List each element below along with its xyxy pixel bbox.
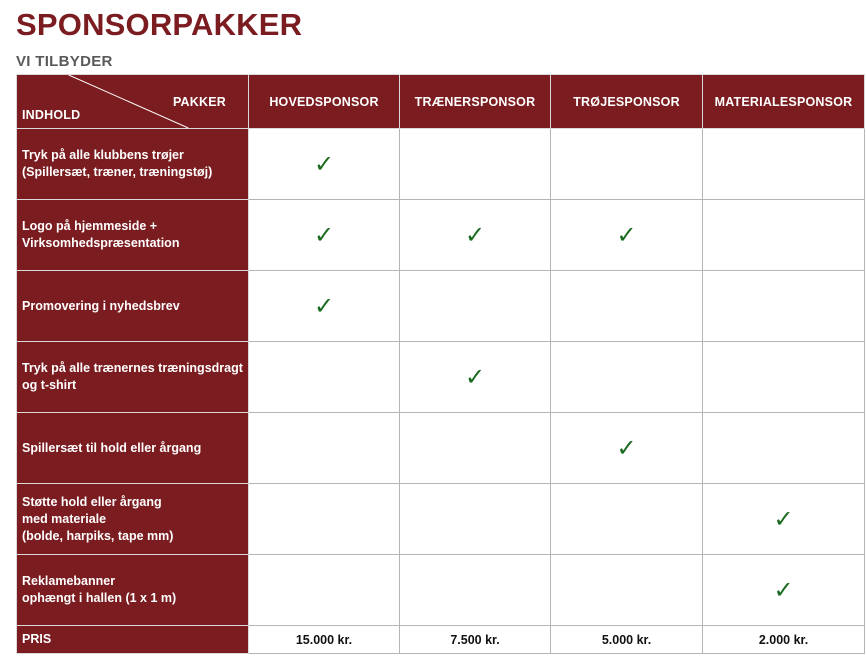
check-icon: ✓ — [616, 433, 637, 462]
cell-hovedsponsor — [249, 271, 400, 342]
table-body — [17, 129, 865, 654]
check-icon: ✓ — [313, 291, 335, 320]
package-header-traenersponsor: TRÆNERSPONSOR — [400, 75, 551, 129]
row-label: Promovering i nyhedsbrev — [17, 271, 249, 342]
check-icon: ✓ — [313, 149, 335, 178]
table-row — [17, 413, 865, 484]
check-icon: ✓ — [464, 362, 486, 391]
price-traenersponsor: 7.500 kr. — [400, 626, 551, 654]
price-hovedsponsor: 15.000 kr. — [249, 626, 400, 654]
cell-traenersponsor — [400, 484, 551, 555]
sponsor-packages-table — [16, 74, 865, 654]
cell-traenersponsor — [400, 129, 551, 200]
cell-hovedsponsor — [249, 342, 400, 413]
package-header-hovedsponsor: HOVEDSPONSOR — [249, 75, 400, 129]
price-row — [17, 626, 865, 654]
price-materialesponsor: 2.000 kr. — [703, 626, 865, 654]
package-header-materialesponsor: MATERIALESPONSOR — [703, 75, 865, 129]
price-label: PRIS — [17, 626, 249, 654]
check-icon: ✓ — [773, 575, 794, 604]
row-label: Tryk på alle klubbens trøjer (Spillersæt, træner, træningstøj) — [17, 129, 249, 200]
corner-packages-label: PAKKER — [172, 95, 226, 109]
cell-troejesponsor — [551, 200, 703, 271]
check-icon: ✓ — [616, 220, 637, 249]
cell-materialesponsor — [703, 200, 865, 271]
check-icon: ✓ — [464, 220, 486, 249]
cell-troejesponsor — [551, 555, 703, 626]
package-header-troejesponsor: TRØJESPONSOR — [551, 75, 703, 129]
table-row — [17, 484, 865, 555]
cell-troejesponsor — [551, 413, 703, 484]
cell-hovedsponsor — [249, 413, 400, 484]
check-icon: ✓ — [313, 220, 335, 249]
corner-header-cell — [17, 75, 249, 129]
cell-traenersponsor — [400, 413, 551, 484]
cell-materialesponsor — [703, 129, 865, 200]
cell-materialesponsor — [703, 271, 865, 342]
table-row — [17, 555, 865, 626]
row-label: Spillersæt til hold eller årgang — [17, 413, 249, 484]
cell-hovedsponsor — [249, 555, 400, 626]
cell-materialesponsor — [703, 484, 865, 555]
cell-traenersponsor — [400, 271, 551, 342]
row-label: Tryk på alle trænernes træningsdragt og t-shirt — [17, 342, 249, 413]
corner-content-label: INDHOLD — [22, 108, 81, 122]
price-troejesponsor: 5.000 kr. — [551, 626, 703, 654]
table-row — [17, 342, 865, 413]
cell-traenersponsor — [400, 200, 551, 271]
cell-traenersponsor — [400, 555, 551, 626]
cell-troejesponsor — [551, 342, 703, 413]
cell-troejesponsor — [551, 484, 703, 555]
page-subtitle: VI TILBYDER — [16, 53, 113, 70]
row-label: Reklamebanner ophængt i hallen (1 x 1 m) — [17, 555, 249, 626]
row-label: Støtte hold eller årgang med materiale (bolde, harpiks, tape mm) — [17, 484, 249, 555]
cell-materialesponsor — [703, 342, 865, 413]
header-row — [17, 75, 865, 129]
cell-hovedsponsor — [249, 484, 400, 555]
cell-hovedsponsor — [249, 200, 400, 271]
table-row — [17, 129, 865, 200]
row-label: Logo på hjemmeside + Virksomhedspræsentation — [17, 200, 249, 271]
cell-traenersponsor — [400, 342, 551, 413]
cell-hovedsponsor — [249, 129, 400, 200]
cell-materialesponsor — [703, 413, 865, 484]
page-title: SPONSORPAKKER — [16, 7, 303, 42]
cell-troejesponsor — [551, 129, 703, 200]
table-row — [17, 200, 865, 271]
check-icon: ✓ — [773, 504, 794, 533]
cell-troejesponsor — [551, 271, 703, 342]
cell-materialesponsor — [703, 555, 865, 626]
table-row — [17, 271, 865, 342]
